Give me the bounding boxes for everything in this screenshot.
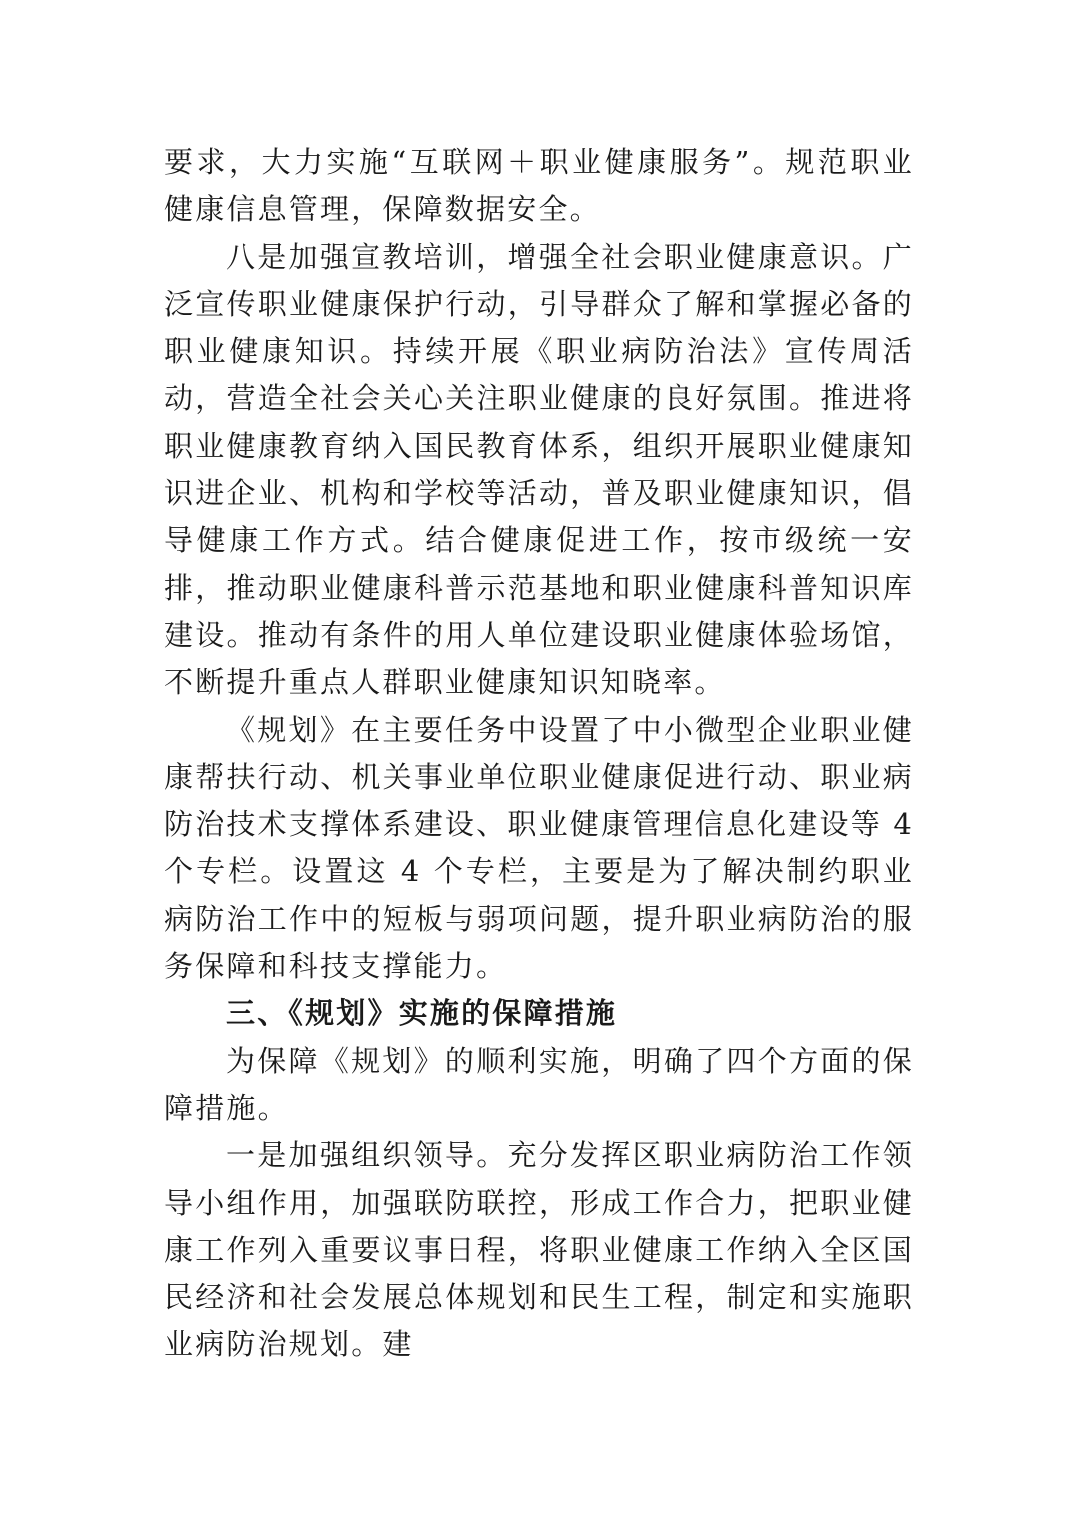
section-heading: 三、《规划》实施的保障措施: [226, 996, 618, 1031]
paragraph-continuation: 要求，大力实施“互联网＋职业健康服务”。规范职业健康信息管理，保障数据安全。: [164, 145, 914, 227]
paragraph-publicity-training: 八是加强宣教培训，增强全社会职业健康意识。广泛宣传职业健康保护行动，引导群众了解和掌握必备的职业健康知识。持续开展《职业病防治法》宣传周活动，营造全社会关心关注职业健康的良好氛围。推进将职业健康教育纳入国民教育体系，组织开展职业健康知识进企业、机构和学校等活动，普及职业健康知识，倡导健康工作方式。结合健康促进工作，按市级统一安排，推动职业健康科普示范基地和职业健康科普知识库建设。推动有条件的用人单位建设职业健康体验场馆，不断提升重点人群职业健康知识知晓率。: [164, 239, 914, 700]
paragraph-organization-leadership: 一是加强组织领导。充分发挥区职业病防治工作领导小组作用，加强联防联控，形成工作合力，把职业健康工作列入重要议事日程，将职业健康工作纳入全区国民经济和社会发展总体规划和民生工程，制定和实施职业病防治规划。建: [164, 1138, 914, 1362]
paragraph-safeguard-intro: 为保障《规划》的顺利实施，明确了四个方面的保障措施。: [164, 1043, 914, 1125]
paragraph-special-columns: 《规划》在主要任务中设置了中小微型企业职业健康帮扶行动、机关事业单位职业健康促进行动、职业病防治技术支撑体系建设、职业健康管理信息化建设等 4 个专栏。设置这 4 个专栏，主要是为了解决制约职业病防治工作中的短板与弱项问题，提升职业病防治的服务保障和科技支撑能力。: [164, 712, 914, 984]
document-body: [164, 139, 914, 1369]
